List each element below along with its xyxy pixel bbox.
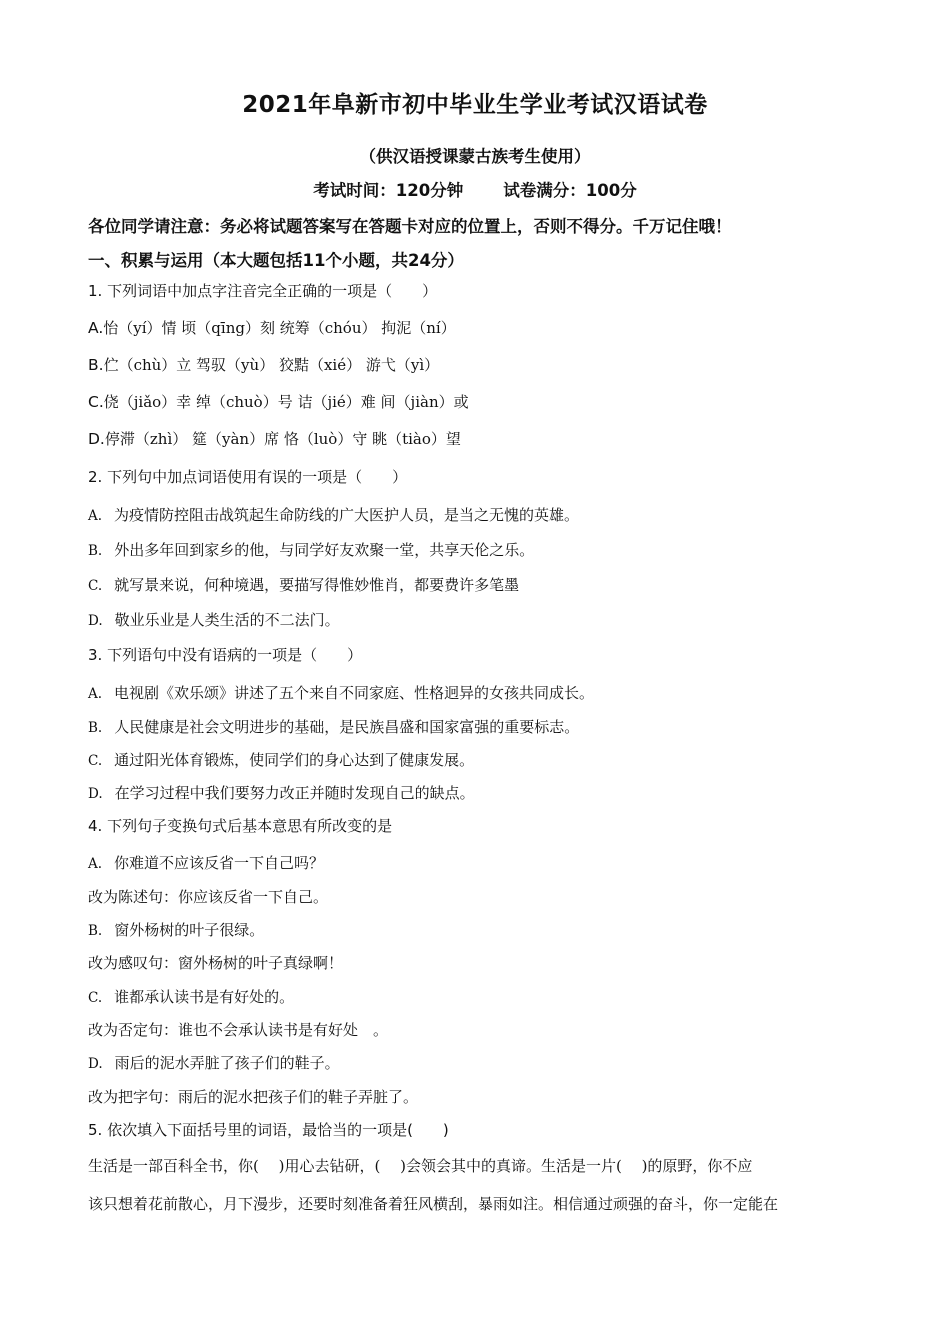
question-3-option-b	[88, 717, 878, 738]
question-2-option-b	[88, 540, 878, 561]
section-heading-1: 一、积累与运用（本大题包括11个小题，共24分）	[88, 251, 464, 270]
option-text: 停滞（zhì） 筵（yàn）席 恪（luò）守 眺（tiào）望	[104, 430, 461, 448]
option-text: 敬业乐业是人类生活的不二法门。	[114, 611, 340, 629]
option-letter: A.	[88, 319, 104, 337]
question-3-stem: 3. 下列语句中没有语病的一项是（ ）	[88, 646, 363, 664]
option-letter: D.	[88, 786, 103, 802]
question-4-stem: 4. 下列句子变换句式后基本意思有所改变的是	[88, 817, 393, 835]
question-1-option-d	[88, 429, 878, 449]
exam-notice: 各位同学请注意：务必将试题答案写在答题卡对应的位置上，否则不得分。千万记住哦！	[88, 217, 732, 236]
option-text: 电视剧《欢乐颂》讲述了五个来自不同家庭、性格迥异的女孩共同成长。	[114, 684, 595, 702]
full-score: 试卷满分：100分	[503, 181, 637, 200]
option-letter: D.	[88, 1056, 103, 1072]
question-3-option-d	[88, 783, 878, 804]
option-text: 外出多年回到家乡的他，与同学好友欢聚一堂，共享天伦之乐。	[114, 541, 535, 559]
question-1-stem: 1. 下列词语中加点字注音完全正确的一项是（ ）	[88, 282, 438, 300]
question-4-option-c	[88, 987, 878, 1008]
option-text: 侥（jiǎo）幸 绰（chuò）号 诘（jié）难 间（jiàn）或	[103, 393, 469, 411]
question-1-option-b	[88, 355, 878, 375]
option-letter: B.	[88, 720, 103, 736]
question-4-change-a: 改为陈述句：你应该反省一下自己。	[88, 888, 329, 906]
page-subtitle: （供汉语授课蒙古族考生使用）	[359, 147, 591, 166]
option-text: 人民健康是社会文明进步的基础，是民族昌盛和国家富强的重要标志。	[114, 718, 580, 736]
option-text: 就写景来说，何种境遇，要描写得惟妙惟肖，都要费许多笔墨	[114, 576, 520, 594]
question-1-option-a	[88, 318, 878, 338]
option-letter: D.	[88, 430, 105, 448]
question-3-option-a	[88, 683, 878, 704]
question-4-change-d: 改为把字句：雨后的泥水把孩子们的鞋子弄脏了。	[88, 1088, 419, 1106]
option-text: 通过阳光体育锻炼，使同学们的身心达到了健康发展。	[114, 751, 475, 769]
option-letter: B.	[88, 543, 103, 559]
option-text: 在学习过程中我们要努力改正并随时发现自己的缺点。	[114, 784, 475, 802]
option-letter: B.	[88, 923, 103, 939]
question-2-option-d	[88, 610, 878, 631]
option-letter: C.	[88, 578, 103, 594]
option-letter: A.	[88, 508, 103, 524]
option-text: 雨后的泥水弄脏了孩子们的鞋子。	[114, 1054, 340, 1072]
question-5-passage-line-1: 生活是一部百科全书，你( )用心去钻研，( )会领会其中的真谛。生活是一片( )的原野，你不应	[88, 1157, 753, 1175]
option-letter: D.	[88, 613, 103, 629]
option-letter: B.	[88, 356, 104, 374]
exam-meta	[0, 177, 950, 201]
option-letter: A.	[88, 686, 103, 702]
page-title: 2021年阜新市初中毕业生学业考试汉语试卷	[242, 92, 708, 118]
question-2-option-a	[88, 505, 878, 526]
question-2-option-c	[88, 575, 878, 596]
question-4-option-b	[88, 920, 878, 941]
question-4-option-a	[88, 853, 878, 874]
option-text: 谁都承认读书是有好处的。	[114, 988, 295, 1006]
exam-time: 考试时间：120分钟	[313, 181, 464, 200]
question-4-change-b: 改为感叹句：窗外杨树的叶子真绿啊！	[88, 954, 344, 972]
option-text: 窗外杨树的叶子很绿。	[114, 921, 265, 939]
option-text: 怡（yí）情 顷（qīng）刻 统筹（chóu） 拘泥（ní）	[103, 319, 456, 337]
question-5-passage-line-2: 该只想着花前散心，月下漫步，还要时刻准备着狂风横刮，暴雨如注。相信通过顽强的奋斗，你一定能在	[88, 1195, 779, 1213]
option-text: 你难道不应该反省一下自己吗？	[114, 854, 325, 872]
question-2-stem: 2. 下列句中加点词语使用有误的一项是（ ）	[88, 468, 408, 486]
option-letter: A.	[88, 856, 103, 872]
question-3-option-c	[88, 750, 878, 771]
question-1-option-c	[88, 392, 878, 412]
question-4-option-d	[88, 1053, 878, 1074]
question-4-change-c: 改为否定句：谁也不会承认读书是有好处 。	[88, 1021, 389, 1039]
question-5-stem: 5. 依次填入下面括号里的词语，最恰当的一项是( )	[88, 1121, 449, 1139]
option-text: 伫（chù）立 驾驭（yù） 狡黠（xié） 游弋（yì）	[103, 356, 440, 374]
option-letter: C.	[88, 990, 103, 1006]
option-letter: C.	[88, 393, 104, 411]
option-letter: C.	[88, 753, 103, 769]
option-text: 为疫情防控阻击战筑起生命防线的广大医护人员，是当之无愧的英雄。	[114, 506, 580, 524]
